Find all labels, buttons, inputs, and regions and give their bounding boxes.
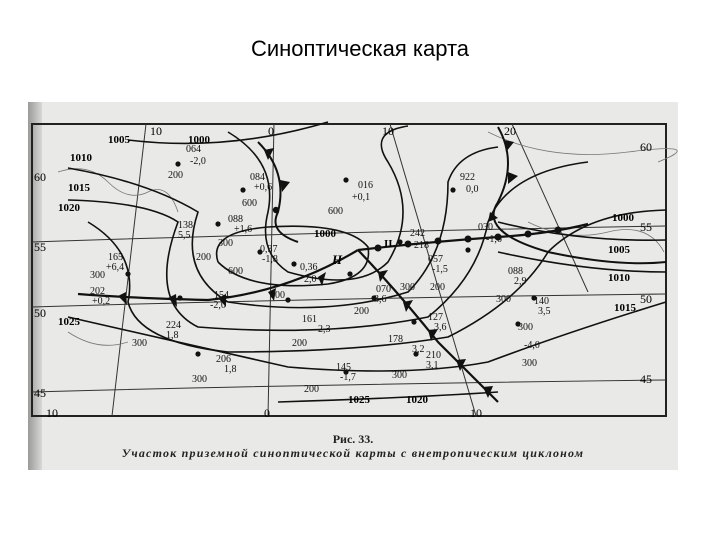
station-value: 138 [178,220,193,231]
station-value: 3,6 [434,322,447,333]
station-value: 300 [400,282,415,293]
station-value: +6,4 [106,262,125,273]
station-value: 200 [292,338,307,349]
isobar-label: 1015 [614,302,636,314]
station-value: -1,5 [432,264,448,275]
isobar-label: 1025 [348,394,370,406]
station-value: 300 [218,238,233,249]
station-value: 145 [336,362,351,373]
station-value: 0,36 [300,262,318,273]
front-label: II [384,238,393,250]
station-value: 300 [90,270,105,281]
station-value: -1,8 [262,254,278,265]
isobar-label: 1005 [608,244,630,256]
station-value: 5,5 [178,230,191,241]
station-value: 300 [518,322,533,333]
station-value: 064 [186,144,201,155]
station-value: 922 [460,172,475,183]
station-value: 178 [388,334,403,345]
station-value: 200 [430,282,445,293]
station-value: 300 [132,338,147,349]
parallel-label-right-60: 60 [640,140,652,154]
station-value: 2,0 [304,274,317,285]
station-value: -1,7 [340,372,356,383]
station-value: +0,6 [254,182,273,193]
station-value: 3,6 [374,294,387,305]
station-value: -4,0 [524,340,540,351]
station-value: 0,37 [260,244,278,255]
station-value: 2,9 [514,276,527,287]
isobar-label: 1005 [108,134,130,146]
isobar-label: 1000 [188,134,210,146]
meridian-label-bottom-0: 0 [264,406,270,420]
station-value: 161 [302,314,317,325]
parallel-label-left-60: 60 [34,170,46,184]
slide-title: Синоптическая карта [250,36,470,61]
station-value: 3,1 [426,360,439,371]
meridian-label-top-10e: 10 [382,124,394,138]
station-value: +0,1 [352,192,371,203]
parallel-label-right-55: 55 [640,220,652,234]
station-value: 200 [304,384,319,395]
meridian-label-bottom-10w: 10 [46,406,58,420]
station-value: 070 [376,284,391,295]
figure-number: Рис. 33. [332,432,374,446]
station-value: 2,3 [318,324,331,335]
station-value: 242 [410,228,425,239]
station-value: 3,2 [412,344,425,355]
station-value: 030 [478,222,493,233]
parallel-label-left-50: 50 [34,306,46,320]
station-value: +0,2 [92,296,111,307]
station-value: 200 [168,170,183,181]
cyclone-center-label: Н [332,252,343,267]
station-value: 600 [242,198,257,209]
station-value: 154 [214,290,229,301]
station-value: -2,0 [190,156,206,167]
meridian-label-top-10w: 10 [150,124,162,138]
parallel-label-left-45: 45 [34,386,46,400]
station-values [28,102,678,422]
station-value: 206 [216,354,231,365]
station-value: 300 [522,358,537,369]
station-value: 127 [428,312,443,323]
station-value: 3,5 [538,306,551,317]
figure-caption: Участок приземной синоптической карты с внетропическим циклоном [121,446,585,460]
station-value: 1,8 [224,364,237,375]
station-value: +1,6 [234,224,253,235]
scanned-figure [28,102,678,470]
station-value: -1,6 [486,234,502,245]
station-value: 088 [508,266,523,277]
station-value: 057 [428,254,443,265]
station-value: 1,8 [166,330,179,341]
isobar-label: 1020 [58,202,80,214]
station-value: 165 [108,252,123,263]
isobar-label: 1010 [608,272,630,284]
station-value: 016 [358,180,373,191]
station-value: 224 [166,320,181,331]
meridian-label-bottom-10e: 10 [470,406,482,420]
station-value: 0,0 [466,184,479,195]
station-value: 084 [250,172,265,183]
station-value: 600 [270,290,285,301]
isobar-label: 1025 [58,316,80,328]
station-value: 210 [426,350,441,361]
station-value: 088 [228,214,243,225]
station-value: 300 [192,374,207,385]
station-value: 300 [392,370,407,381]
isobar-label: 1000 [612,212,634,224]
station-value: 200 [354,306,369,317]
meridian-label-top-0: 0 [268,124,274,138]
parallel-label-left-55: 55 [34,240,46,254]
station-value: -2,0 [210,300,226,311]
isobar-label: 1015 [68,182,90,194]
isobar-label: 1020 [406,394,428,406]
station-value: 300 [496,294,511,305]
station-value: 202 [90,286,105,297]
station-value: 600 [328,206,343,217]
station-value: 140 [534,296,549,307]
isobar-label: 1000 [314,228,336,240]
station-value: 200 [196,252,211,263]
station-value: 218 [414,240,429,251]
parallel-label-right-50: 50 [640,292,652,306]
isobar-label: 1010 [70,152,92,164]
meridian-label-top-20e: 20 [504,124,516,138]
parallel-label-right-45: 45 [640,372,652,386]
station-value: 600 [228,266,243,277]
